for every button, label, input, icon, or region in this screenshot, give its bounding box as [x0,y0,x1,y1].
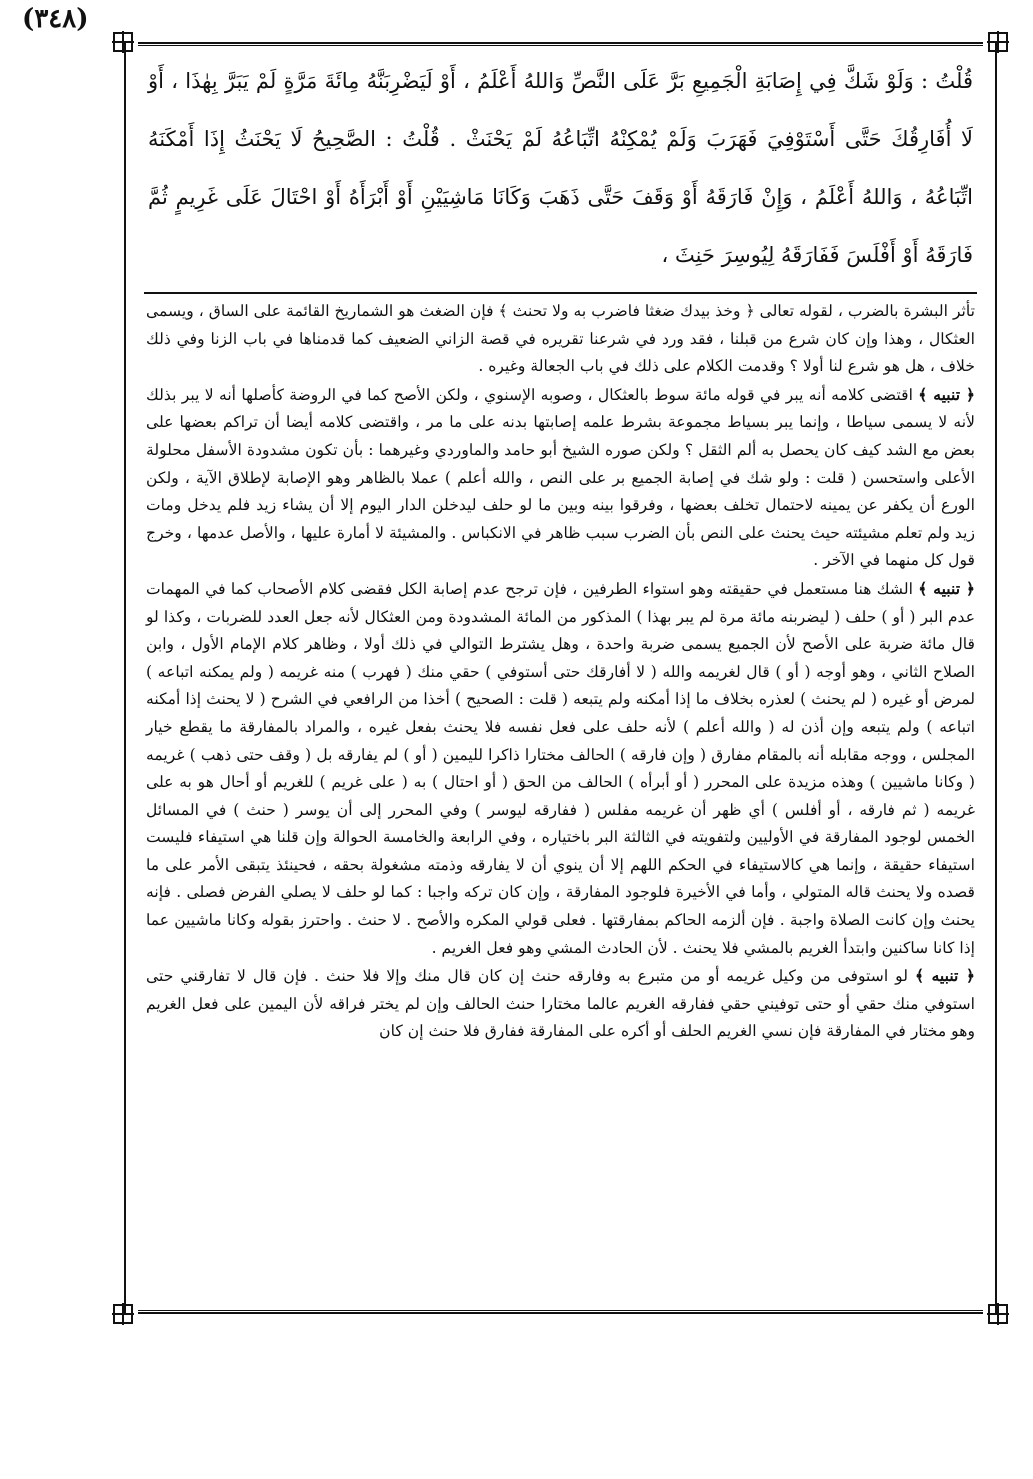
page-frame [138,30,983,1320]
page-number: (٣٤٨) [22,4,89,34]
corner-ornament-icon [987,31,1009,53]
commentary-paragraph [146,575,975,962]
frame-top-rule [138,42,983,44]
commentary-paragraph [146,298,975,381]
commentary-text: الشك هنا مستعمل في حقيقته وهو استواء الطرفين ، فإن ترجح عدم إصابة الكل فقضى كلام الأصحاب كما في المهمات عدم البر ( أو ) حلف ( ليضربنه مائة مرة لم يبر بهذا ) المذكور من المائة المشدودة ومن العثكال لأنه جعل العدد للضربات ، وكذا لو قال مائة ضربة على الأصح لأن الجميع يسمى ضربة واحدة ، وهل يشترط التوالي في ذلك أولا ، وظاهر كلام الإمام الأول ، وابن الصلاح الثاني ، وهو أوجه ( أو ) قال لغريمه والله ( لا أفارقك حتى أستوفي ) حقي منك ( فهرب ) منه غريمه ( ولم يمكنه اتباعه ) لمرض أو غيره ( لم يحنث ) لعذره بخلاف ما إذا أمكنه ولم يتبعه ( قلت : الصحيح ) أخذا من الرافعي في الشرح ( لا يحنث إذا أمكنه اتباعه ) ولم يتبعه وإن أذن له ( والله أعلم ) لأنه حلف على فعل نفسه فلا يحنث بفعل غيره ، والمراد بالمفارقة ما يقطع خيار المجلس ، ووجه مقابله أنه بالمقام مفارق ( وإن فارقه ) الحالف مختارا ذاكرا لليمين ( أو ) لم يفارقه بل ( وقف حتى ذهب ) غريمه ( وكانا ماشيين ) وهذه مزيدة على المحرر ( أو أبرأه ) الحالف من الحق ( أو احتال ) به ( على غريم ) للغريم أو أحال هو به على غريمه ( ثم فارقه ، أو أفلس ) أي ظهر أن غريمه مفلس ( ففارقه ليوسر ) وفي المحرر إلى أن يوسر ( حنث ) في المسائل الخمس لوجود المفارقة في الأوليين ولتفويته في الثالثة البر باختياره ، وفي الرابعة والخامسة الحوالة وإن قلنا هي استيفاء فليست استيفاء حقيقة ، وإنما هي كالاستيفاء في الحكم اللهم إلا أن ينوي أن لا يفارقه وذمته مشغولة بحقه ، فحينئذ يتبقى الأمر على ما قصده ولا يحنث قاله المتولي ، وأما في الأخيرة فلوجود المفارقة ، وإن كان تركه واجبا : كما لو حلف لا يصلي الفرض فصلى . فإنه يحنث وإن كانت الصلاة واجبة . فإن ألزمه الحاكم بمفارقتها . فعلى قولي المكره والأصح . لا حنث . واحترز بقوله وكانا ماشيين عما إذا كانا ساكنين وابتدأ الغريم بالمشي فلا يحنث . لأن الحادث المشي وهو فعل الغريم . [146,579,975,957]
frame-right-rule [995,42,997,1314]
main-text [148,52,973,284]
corner-ornament-icon [112,1303,134,1325]
commentary-paragraph [146,381,975,575]
corner-ornament-icon [987,1303,1009,1325]
commentary-text: تأثر البشرة بالضرب ، لقوله تعالى ﴿ وخذ بيدك ضغثا فاضرب به ولا تحنث ﴾ فإن الضغث هو الشماريخ القائمة على الساق ، ويسمى العثكال ، وهذا وإن كان شرع من قبلنا ، فقد ورد في شرعنا تقريره في قصة الزاني الضعيف كما قدمناها في باب الزنا وفي ذلك خلاف ، هل هو شرع لنا أولا ؟ وقدمت الكلام على ذلك في باب الجعالة وغيره . [146,302,975,376]
section-separator [144,292,977,294]
tanbih-heading: ﴿ تنبيه ﴾ [918,578,975,598]
frame-top-rule-inner [138,45,983,46]
corner-ornament-icon [112,31,134,53]
frame-left-rule [124,42,126,1314]
commentary-text: لو استوفى من وكيل غريمه أو من متبرع به وفارقه حنث إن كان قال منك وإلا فلا حنث . فإن قال لا تفارقني حتى استوفي منك حقي أو حتى توفيني حقي ففارقه الغريم عالما مختارا حنث الحالف وإن لم يختر فراقه لأن اليمين على فعل الغريم وهو مختار في المفارقة فإن نسي الغريم الحلف أو أكره على المفارقة ففارق فلا حنث إن كان [146,967,975,1041]
commentary-paragraph [146,962,975,1046]
commentary-text: اقتضى كلامه أنه يبر في قوله مائة سوط بالعثكال ، وصوبه الإسنوي ، ولكن الأصح كما في الروضة كأصلها أنه لا يبر بذلك لأنه لا يسمى سياطا ، وإنما يبر بسياط مجموعة بشرط علمه إصابتها بدنه على ما مر ، واقتضى كلامه أيضا أن تراكم بعضها على بعض مع الشد كيف كان يحصل به ألم الثقل ؟ ولكن صوره الشيخ أبو حامد والماوردي وغيرهما : بأن تكون مشدودة الأسفل محلولة الأعلى واستحسن ( قلت : ولو شك في إصابة الجميع بر على النص ، والله أعلم ) عملا بالظاهر وهو الإصابة لإطلاق الآية ، ولكن الورع أن يكفر عن يمينه لاحتمال تخلف بعضها ، وفرقوا بينه وبين ما لو حلف ليدخلن الدار اليوم إلا أن يشاء زيد فلم يدخل ومات زيد ولم تعلم مشيئته حيث يحنث على النص بأن الضرب سبب ظاهر في الانكباس . والمشيئة لا أمارة عليها ، والأصل عدمها ، وخرج قول كل منهما في الآخر . [146,385,975,570]
frame-bottom-rule [138,1312,983,1314]
tanbih-heading: ﴿ تنبيه ﴾ [918,384,975,404]
commentary [146,298,975,1302]
main-text-paragraph: قُلْتُ : وَلَوْ شَكَّ فِي إِصَابَةِ الْجَمِيعِ بَرَّ عَلَى النَّصِّ وَاللهُ أَعْلَمُ ، أَوْ لَيَضْرِبَنَّهُ مِائَةَ مَرَّةٍ لَمْ يَبَرَّ بِهٰذَا ، أَوْ لَا أُفَارِقُكَ حَتَّى أَسْتَوْفِيَ فَهَرَبَ وَلَمْ يُمْكِنْهُ اتِّبَاعُهُ لَمْ يَحْنَثْ . قُلْتُ : الصَّحِيحُ لَا يَحْنَثُ إِذَا أَمْكَنَهُ اتِّبَاعُهُ ، وَاللهُ أَعْلَمُ ، وَإِنْ فَارَقَهُ أَوْ وَقَفَ حَتَّى ذَهَبَ وَكَانَا مَاشِيَيْنِ أَوْ أَبْرَأَهُ أَوْ احْتَالَ عَلَى غَرِيمٍ ثُمَّ فَارَقَهُ أَوْ أَفْلَسَ فَفَارَقَهُ لِيُوسِرَ حَنِثَ ، [148,69,973,267]
frame-bottom-rule-inner [138,1310,983,1311]
tanbih-heading: ﴿ تنبيه ﴾ [914,966,975,986]
